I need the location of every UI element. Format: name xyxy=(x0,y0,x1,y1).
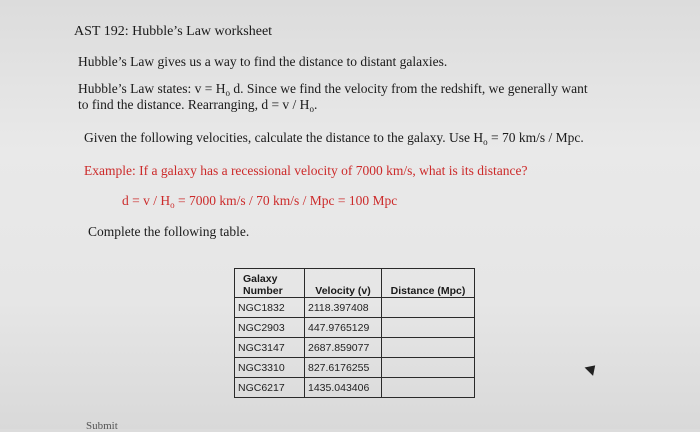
distance-cell[interactable] xyxy=(382,298,475,318)
header-galaxy-number: Galaxy Number xyxy=(235,269,305,298)
cut-off-text: Submit xyxy=(86,420,118,432)
example-question: Example: If a galaxy has a recessional velocity of 7000 km/s, what is its distance? xyxy=(84,163,528,178)
velocity-cell: 447.9765129 xyxy=(305,318,382,338)
table-header-row xyxy=(235,269,475,298)
header-velocity: Velocity (v) xyxy=(305,269,382,298)
velocity-cell: 2118.397408 xyxy=(305,298,382,318)
galaxy-name-cell: NGC1832 xyxy=(235,298,305,318)
table-row xyxy=(235,318,475,338)
distance-cell[interactable] xyxy=(382,338,475,358)
given-instructions: Given the following velocities, calculate the distance to the galaxy. Use $H_o = 70$ km/s / Mpc. xyxy=(84,130,584,147)
worksheet-title: AST 192: Hubble’s Law worksheet xyxy=(74,24,273,39)
header-distance: Distance (Mpc) xyxy=(382,269,475,298)
distance-cell[interactable] xyxy=(382,378,475,398)
law-statement-line2: to find the distance. Rearranging, $d = v / H_o$. xyxy=(78,97,318,114)
galaxy-name-cell: NGC3147 xyxy=(235,338,305,358)
galaxy-name-cell: NGC2903 xyxy=(235,318,305,338)
distance-cell[interactable] xyxy=(382,318,475,338)
table-row xyxy=(235,378,475,398)
velocity-cell: 1435.043406 xyxy=(305,378,382,398)
velocity-cell: 2687.859077 xyxy=(305,338,382,358)
mouse-cursor-icon xyxy=(585,361,600,376)
galaxy-name-cell: NGC3310 xyxy=(235,358,305,378)
law-statement-line1: Hubble’s Law states: $v = H_o$ d. Since we find the velocity from the redshift, we generally want xyxy=(78,81,588,98)
table-row xyxy=(235,358,475,378)
intro-text: Hubble’s Law gives us a way to find the distance to distant galaxies. xyxy=(78,54,448,69)
table-instructions: Complete the following table. xyxy=(88,224,250,239)
velocity-cell: 827.6176255 xyxy=(305,358,382,378)
galaxy-table xyxy=(234,268,475,398)
table-row xyxy=(235,338,475,358)
distance-cell[interactable] xyxy=(382,358,475,378)
galaxy-name-cell: NGC6217 xyxy=(235,378,305,398)
example-calculation: $d = v / H_o = 7000$ km/s / 70 km/s / Mpc = 100 Mpc xyxy=(122,193,398,210)
table-row xyxy=(235,298,475,318)
